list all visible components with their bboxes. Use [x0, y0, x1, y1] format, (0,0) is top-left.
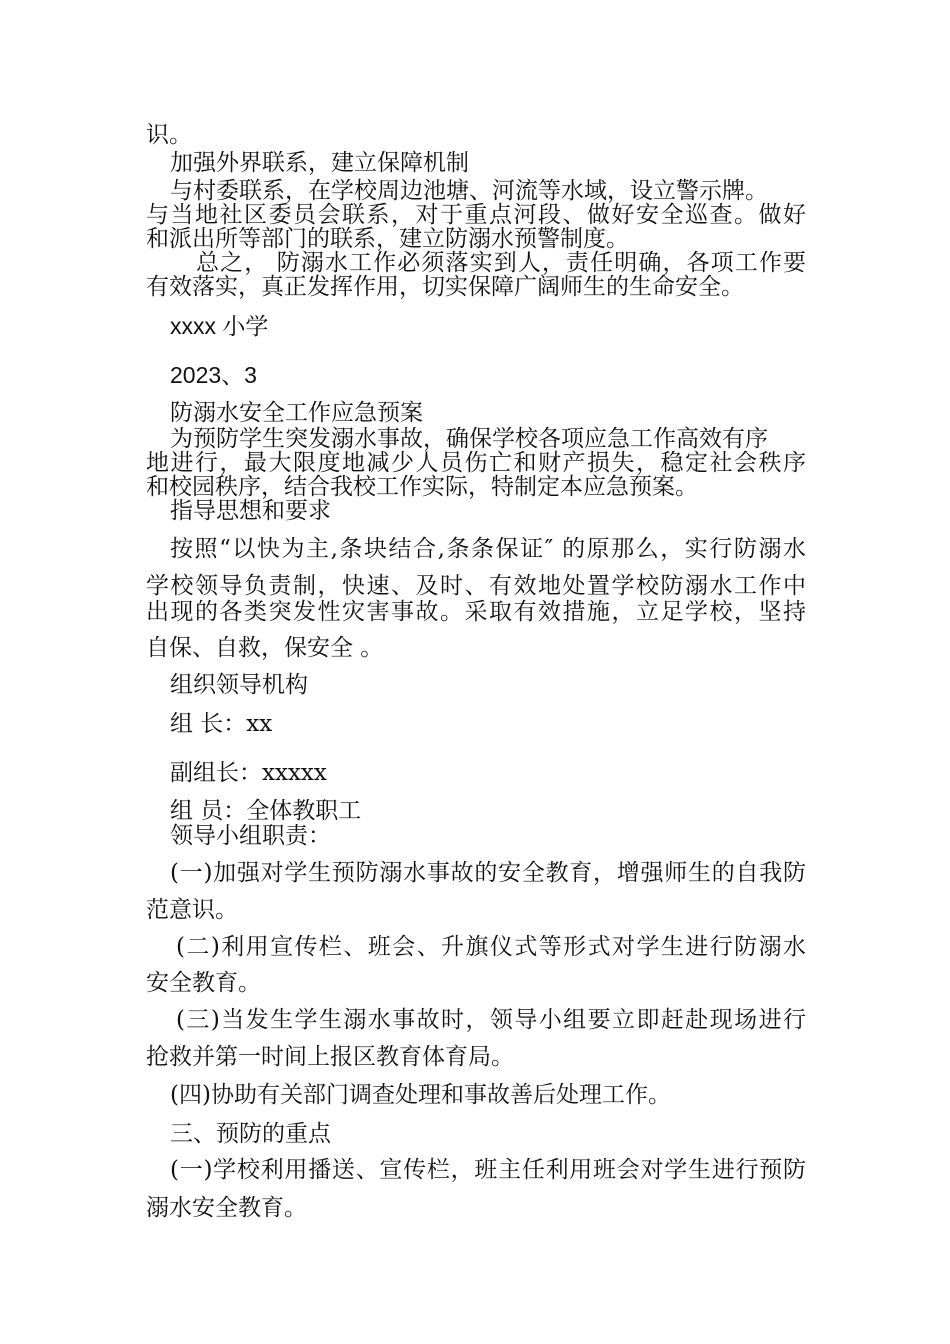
text-line: 为预防学生突发溺水事故，确保学校各项应急工作高效有序 — [170, 426, 768, 452]
team-deputy-leader: 副组长：xxxxx — [170, 760, 327, 786]
text-line: (三)当发生学生溺水事故时，领导小组要立即赶赴现场进行 — [176, 1007, 806, 1033]
text-line: 按照“以快为主,条块结合,条条保证″ 的原那么，实行防溺水 — [170, 536, 806, 562]
text-line: 与村委联系，在学校周边池塘、河流等水域，设立警示牌。 — [170, 178, 768, 204]
text-line: 与当地社区委员会联系，对于重点河段、做好安全巡查。做好 — [146, 202, 806, 228]
text-line: 范意识。 — [146, 897, 238, 923]
text-line: 安全教育。 — [146, 970, 261, 996]
text-line: 总之， 防溺水工作必须落实到人，责任明确，各项工作要 — [196, 250, 806, 276]
section-heading: 领导小组职责： — [170, 823, 331, 849]
text-line: 出现的各类突发性灾害事故。采取有效措施，立足学校，坚持 — [146, 599, 806, 625]
text-line: (一)学校利用播送、宣传栏，班主任利用班会对学生进行预防 — [170, 1157, 806, 1183]
plan-title: 防溺水安全工作应急预案 — [170, 400, 423, 426]
text-line: 地进行，最大限度地减少人员伤亡和财产损失，稳定社会秩序 — [146, 450, 806, 476]
text-line: 抢救并第一时间上报区教育体育局。 — [146, 1044, 514, 1070]
section-heading: 三、预防的重点 — [170, 1121, 331, 1147]
text-line: 和校园秩序，结合我校工作实际，特制定本应急预案。 — [146, 474, 698, 500]
text-line: 学校领导负责制，快速、及时、有效地处置学校防溺水工作中 — [146, 573, 806, 599]
text-line: 识。 — [146, 122, 192, 148]
team-leader: 组 长：xx — [170, 711, 273, 737]
section-heading: 组织领导机构 — [170, 672, 308, 698]
text-line: 自保、自救，保安全 。 — [146, 635, 384, 661]
text-line: (一)加强对学生预防溺水事故的安全教育，增强师生的自我防 — [170, 860, 806, 886]
text-line: 有效落实，真正发挥作用，切实保障广阔师生的生命安全。 — [146, 274, 744, 300]
section-heading: 加强外界联系，建立保障机制 — [170, 150, 469, 176]
document-date: 2023、3 — [170, 362, 257, 388]
school-name: xxxx 小学 — [170, 313, 269, 339]
section-heading: 指导思想和要求 — [170, 498, 331, 524]
text-line: (四)协助有关部门调查处理和事故善后处理工作。 — [170, 1082, 671, 1108]
text-line: 和派出所等部门的联系，建立防溺水预警制度。 — [146, 226, 629, 252]
team-members: 组 员：全体教职工 — [170, 798, 362, 824]
text-line: (二)利用宣传栏、班会、升旗仪式等形式对学生进行防溺水 — [176, 934, 806, 960]
text-line: 溺水安全教育。 — [146, 1195, 307, 1221]
